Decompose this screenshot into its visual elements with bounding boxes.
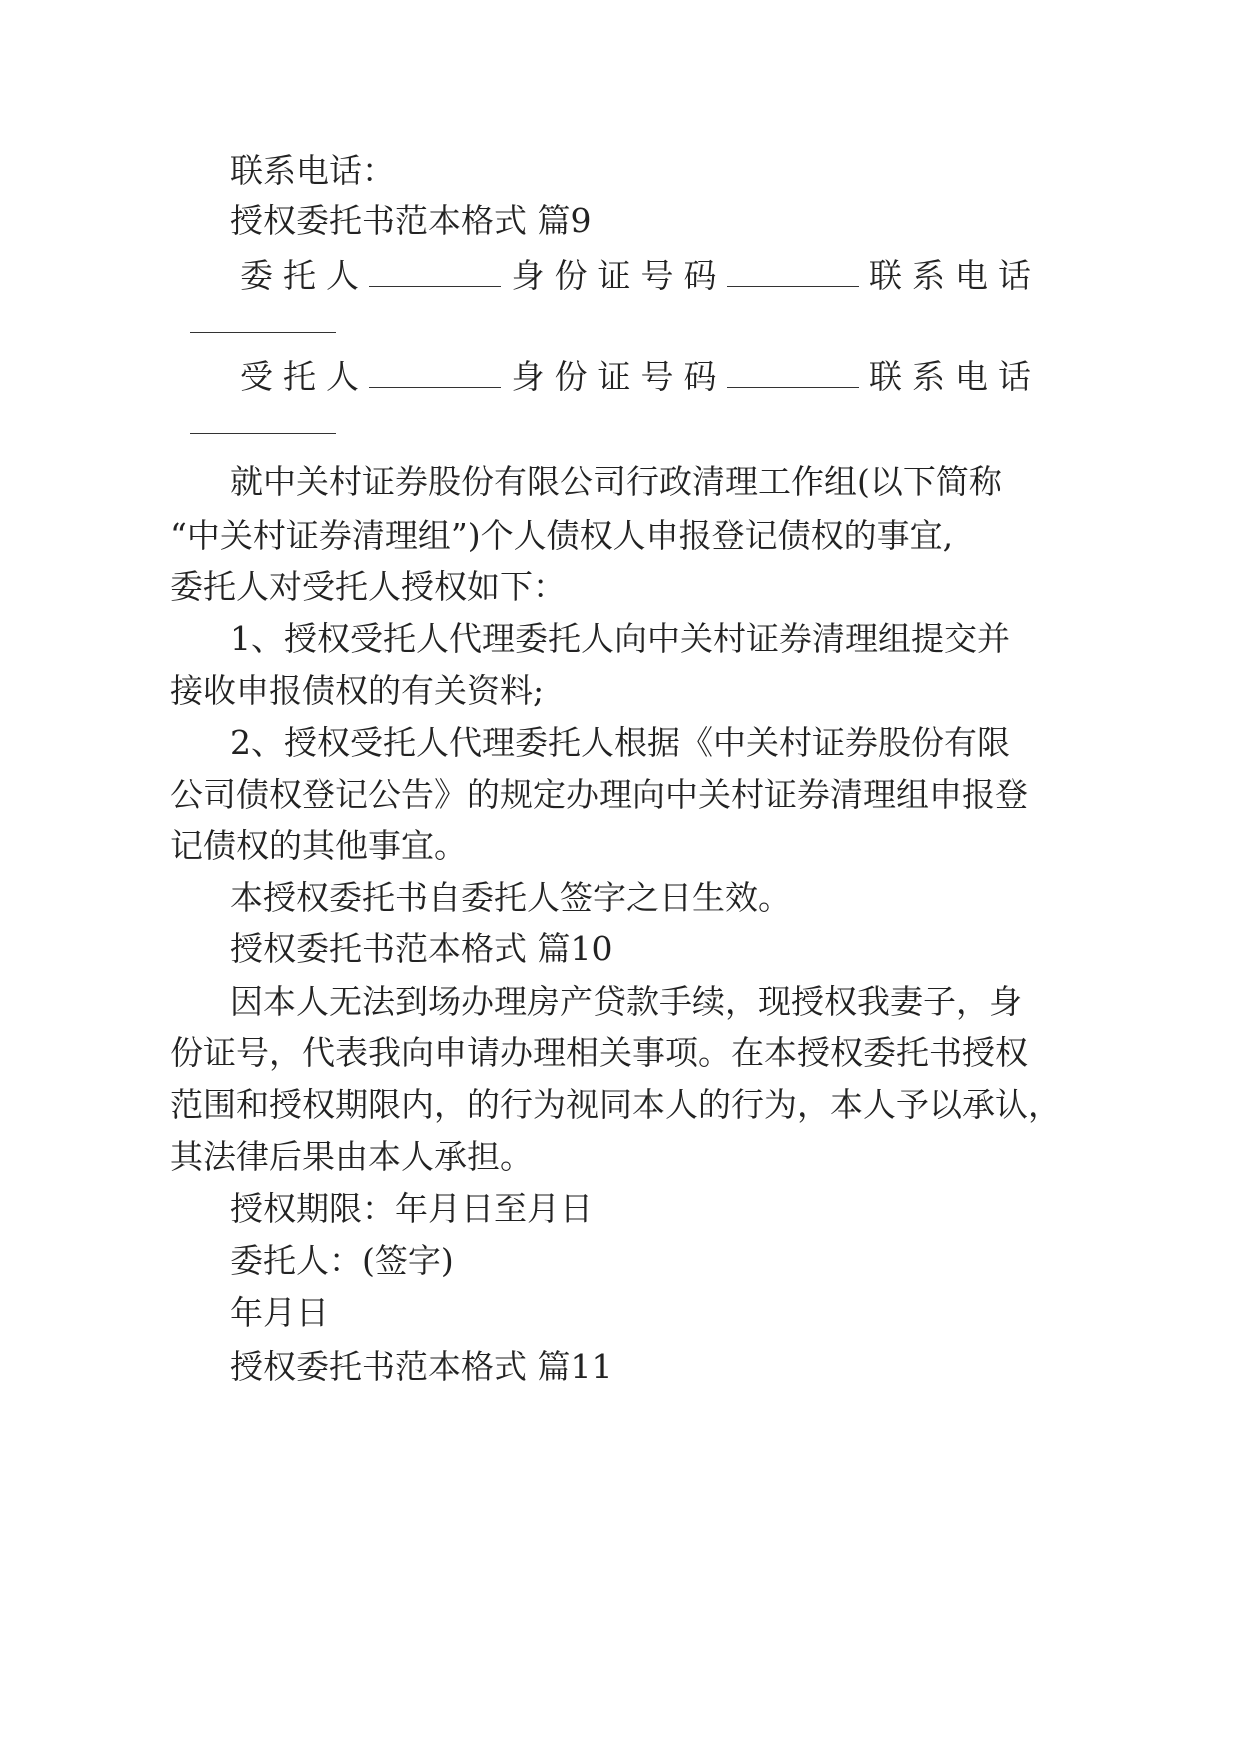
section-heading-9: 授权委托书范本格式 篇9: [230, 201, 592, 240]
section-heading-11: 授权委托书范本格式 篇11: [230, 1347, 613, 1386]
para1-line3: 委托人对受托人授权如下：: [170, 567, 566, 606]
principal-phone-blank: [190, 332, 336, 333]
para5-line3: 范围和授权期限内，的行为视同本人的行为，本人予以承认，: [170, 1085, 1061, 1124]
section-heading-10: 授权委托书范本格式 篇10: [230, 929, 613, 968]
para2-line1: 1、授权受托人代理委托人向中关村证券清理组提交并: [230, 619, 1010, 658]
agent-id-blank: [727, 387, 859, 388]
signature-date: 年月日: [230, 1293, 329, 1332]
para2-line2: 接收申报债权的有关资料;: [170, 671, 545, 710]
agent-phone-blank: [190, 433, 336, 434]
para3-line1: 2、授权受托人代理委托人根据《中关村证券股份有限: [230, 723, 1010, 762]
agent-row: [240, 357, 1041, 396]
para1-line1: 就中关村证券股份有限公司行政清理工作组(以下简称: [230, 462, 1002, 501]
para5-line1: 因本人无法到场办理房产贷款手续，现授权我妻子，身: [230, 982, 1022, 1021]
agent-blank: [369, 387, 501, 388]
agent-label: 受托人: [240, 357, 369, 396]
para3-line2: 公司债权登记公告》的规定办理向中关村证券清理组申报登: [170, 775, 1028, 814]
para4: 本授权委托书自委托人签字之日生效。: [230, 878, 791, 917]
authorization-period: 授权期限：年月日至月日: [230, 1189, 593, 1228]
principal-label: 委托人: [240, 256, 369, 295]
para3-line3: 记债权的其他事宜。: [170, 826, 467, 865]
principal-id-label: 身份证号码: [511, 256, 727, 295]
para1-line2: “中关村证券清理组”)个人债权人申报登记债权的事宜,: [170, 516, 954, 555]
principal-phone-label: 联系电话: [869, 256, 1041, 295]
para5-line4: 其法律后果由本人承担。: [170, 1137, 533, 1176]
para5-line2: 份证号，代表我向申请办理相关事项。在本授权委托书授权: [170, 1033, 1028, 1072]
agent-phone-label: 联系电话: [869, 357, 1041, 396]
principal-blank: [369, 286, 501, 287]
agent-id-label: 身份证号码: [511, 357, 727, 396]
principal-row: [240, 256, 1041, 295]
phone-label: 联系电话：: [230, 151, 395, 190]
principal-id-blank: [727, 286, 859, 287]
principal-signature: 委托人：(签字): [230, 1241, 454, 1280]
